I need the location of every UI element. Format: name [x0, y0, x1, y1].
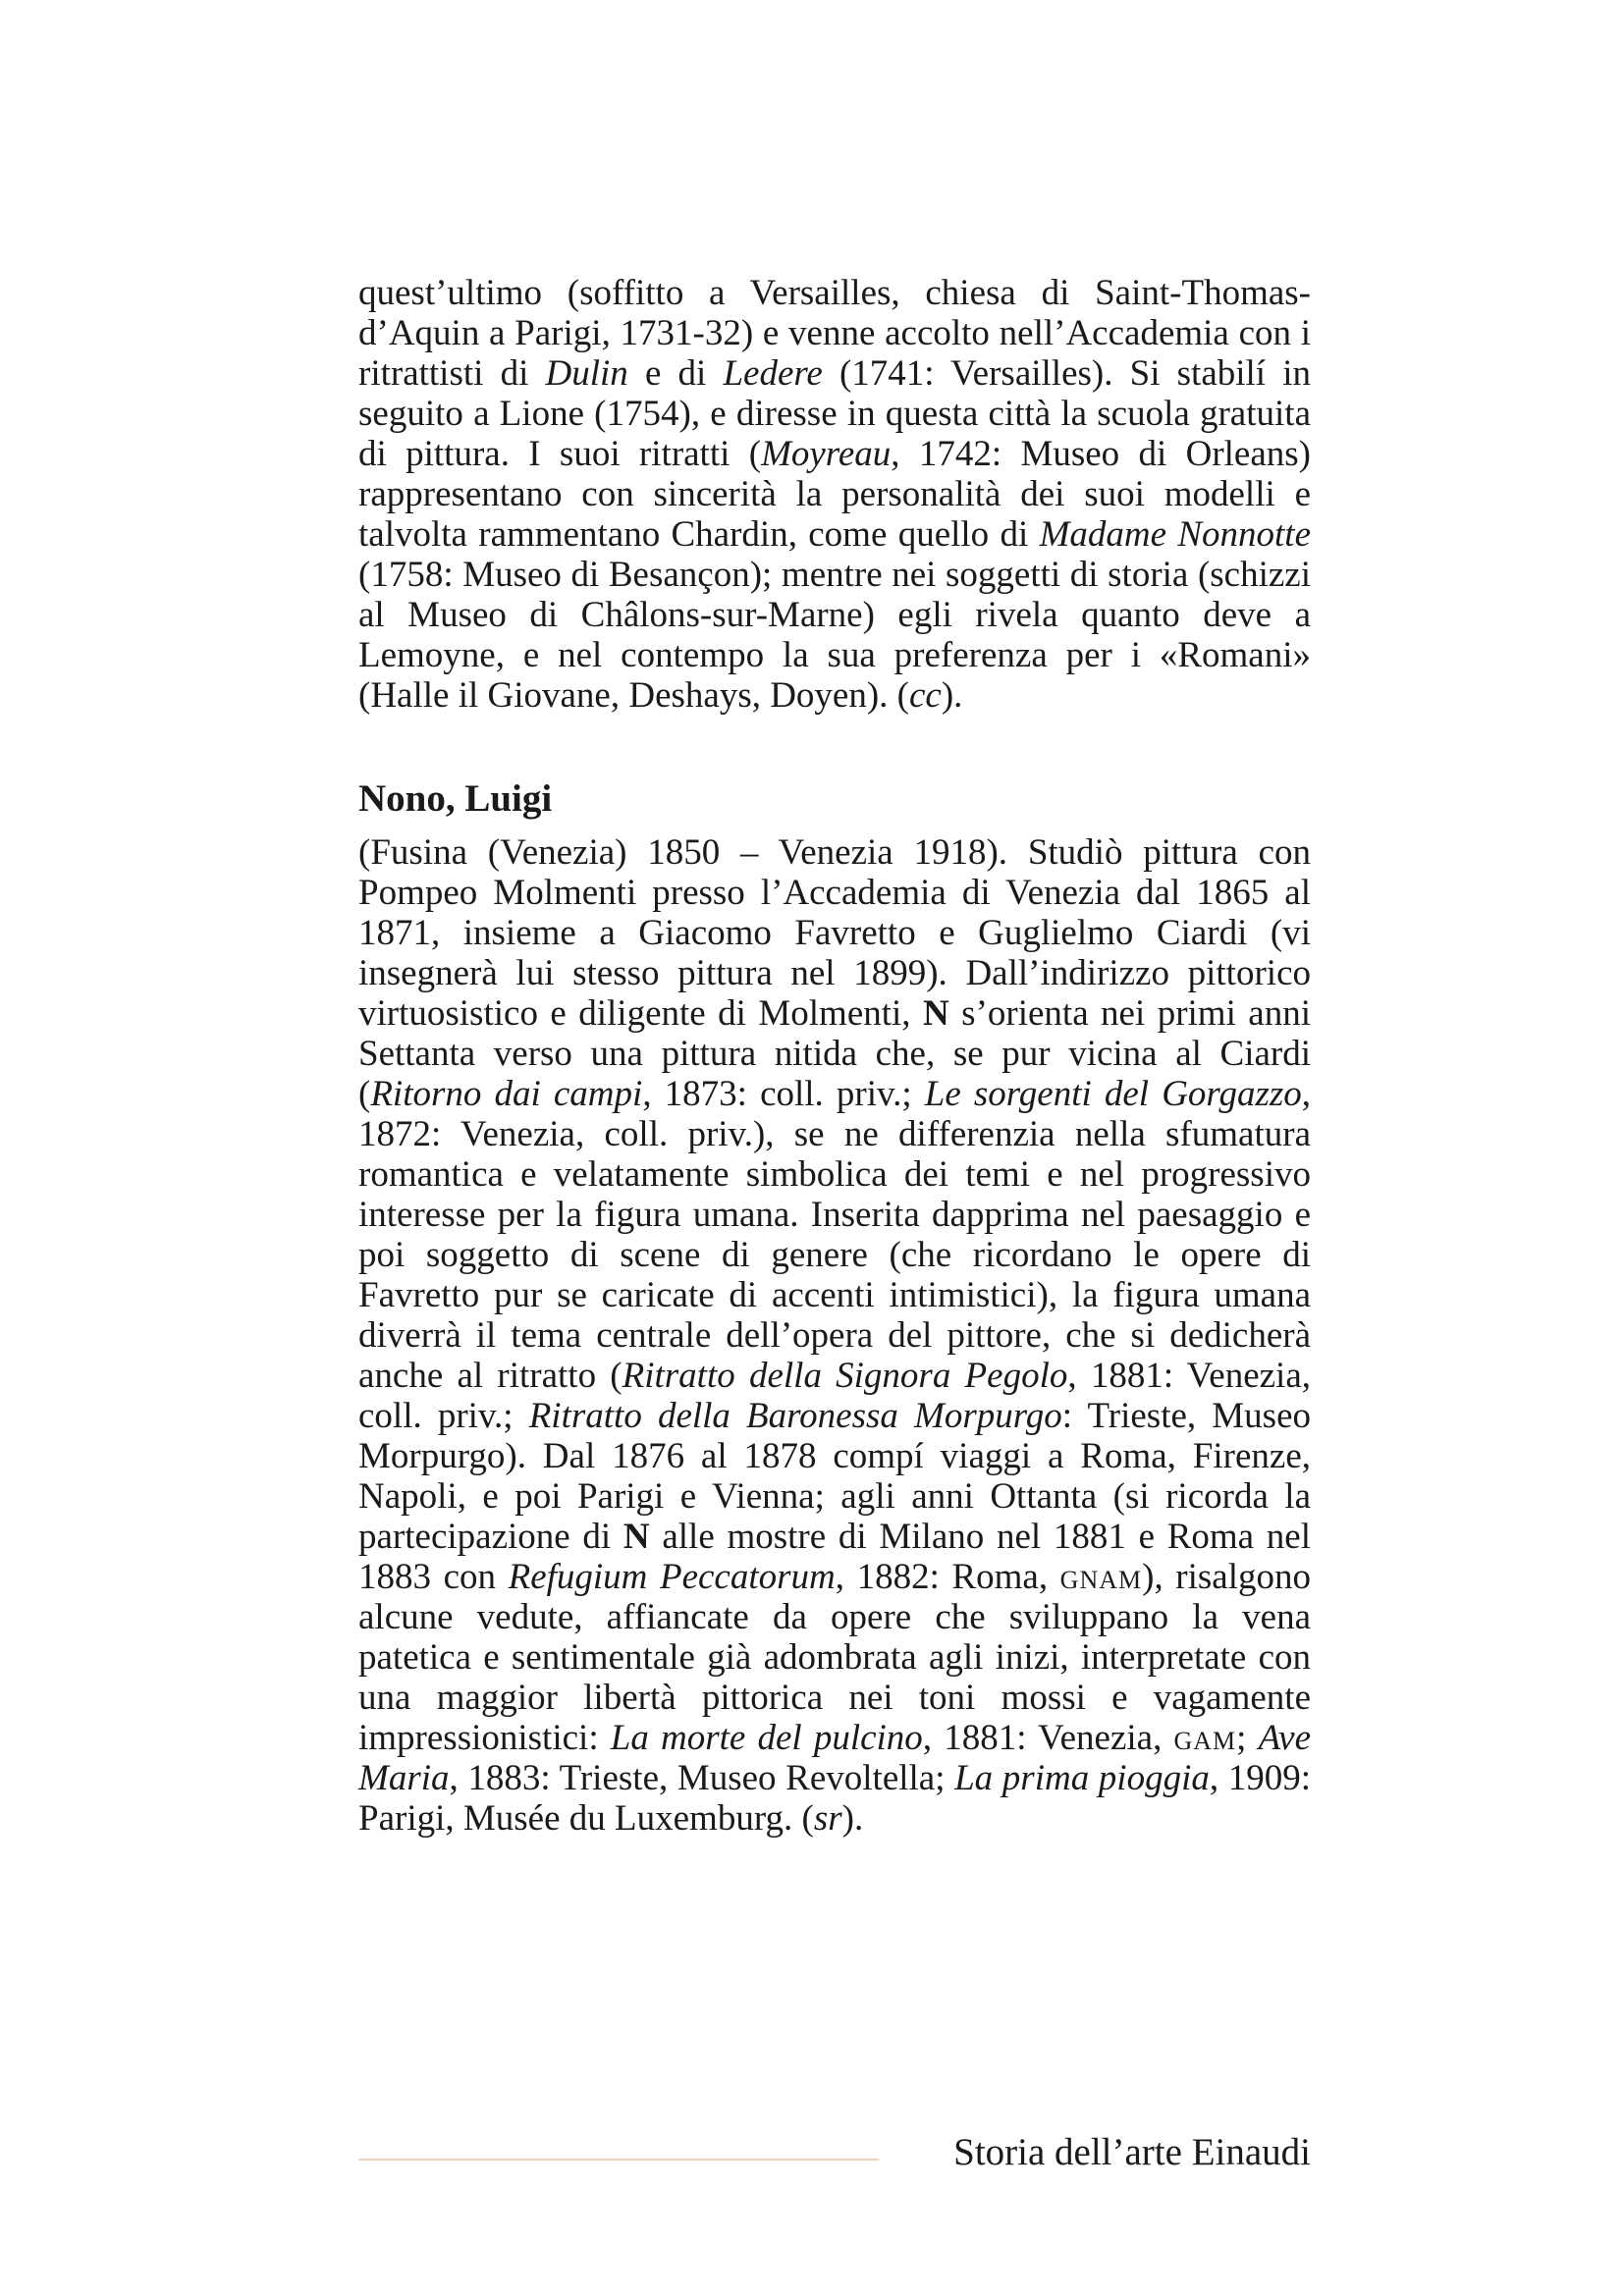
italic-span: sr: [813, 1798, 842, 1839]
text-span: alle mostre di Milano nel 1881 e Roma nel 1883 con: [358, 1517, 1311, 1597]
text-column: [358, 273, 1311, 1839]
italic-span: Refugium Peccatorum: [508, 1557, 836, 1597]
text-span: s’orienta nei primi anni Settanta verso una pittura nitida che, se pur vicina al Ciardi (: [358, 993, 1312, 1114]
text-span: : Trieste, Museo Morpurgo). Dal 1876 al 1878 compí viaggi a Roma, Firenze, Napoli, e poi Parigi e Vienna; agli anni Ottanta (si ricorda la partecipazione di: [358, 1396, 1311, 1557]
italic-span: Dulin: [545, 353, 628, 394]
italic-span: Ritratto della Signora Pegolo: [622, 1356, 1068, 1396]
text-span: ).: [941, 675, 963, 716]
italic-span: Le sorgenti del Gorgazzo: [924, 1074, 1302, 1114]
text-span: , 1873: coll. priv.;: [642, 1074, 925, 1114]
text-span: ), risalgono alcune vedute, affiancate da opere che sviluppano la vena patetica e sentimentale già adombrata agli inizi, interpretate con una maggior libertà pittorica nei toni mossi e vagamente impressionistici:: [358, 1557, 1311, 1758]
text-span: ;: [1236, 1718, 1259, 1758]
text-span: e di: [627, 353, 724, 394]
entry-heading: Nono, Luigi: [358, 777, 553, 820]
small-caps-span: gnam: [1059, 1557, 1143, 1597]
text-span: , 1883: Trieste, Museo Revoltella;: [449, 1758, 955, 1798]
text-span: , 1881: Venezia,: [922, 1718, 1174, 1758]
bold-span: N: [923, 993, 949, 1034]
italic-span: Ritratto della Baronessa Morpurgo: [528, 1396, 1062, 1436]
italic-span: La morte del pulcino: [610, 1718, 923, 1758]
text-span: , 1909: Parigi, Musée du Luxemburg. (: [358, 1758, 1311, 1839]
footer-rule: [358, 2159, 879, 2161]
italic-span: Moyreau: [761, 434, 892, 474]
text-span: (Fusina (Venezia) 1850 – Venezia 1918). Studiò pittura con Pompeo Molmenti presso l’Accademia di Venezia dal 1865 al 1871, insieme a Giacomo Favretto e Guglielmo Ciardi (vi insegnerà lui stesso pittura nel 1899). Dall’indirizzo pittorico virtuosistico e diligente di Molmenti,: [358, 832, 1311, 1034]
italic-span: La prima pioggia: [954, 1758, 1210, 1798]
entry-body-paragraph: [358, 832, 1311, 1839]
text-span: ).: [841, 1798, 864, 1839]
italic-span: Ave Maria: [358, 1718, 1311, 1798]
italic-span: Ritorno dai campi: [370, 1074, 643, 1114]
italic-span: cc: [909, 675, 942, 716]
page-footer: [358, 2128, 1311, 2177]
italic-span: Madame Nonnotte: [1039, 514, 1312, 555]
text-span: (1758: Museo di Besançon); mentre nei soggetti di storia (schizzi al Museo di Châlons-sur-Marne) egli rivela quanto deve a Lemoyne, e nel contempo la sua preferenza per i «Romani» (Halle il Giovane, Deshays, Doyen). (: [358, 555, 1311, 716]
text-span: , 1882: Roma,: [835, 1557, 1060, 1597]
entry-continuation-paragraph: [358, 273, 1311, 716]
footer-title: Storia dell’arte Einaudi: [953, 2131, 1311, 2173]
small-caps-span: gam: [1173, 1718, 1237, 1758]
text-span: , 1872: Venezia, coll. priv.), se ne differenzia nella sfumatura romantica e velatamente simbolica dei temi e nel progressivo interesse per la figura umana. Inserita dapprima nel paesaggio e poi soggetto di scene di genere (che ricordano le opere di Favretto pur se caricate di accenti intimistici), la figura umana diverrà il tema centrale dell’opera del pittore, che si dedicherà anche al ritratto (: [358, 1074, 1311, 1396]
text-span: , 1742: Museo di Orleans) rappresentano con sincerità la personalità dei suoi modelli e talvolta rammentano Chardin, come quello di: [358, 434, 1312, 555]
italic-span: Ledere: [723, 353, 823, 394]
text-span: quest’ultimo (soffitto a Versailles, chiesa di Saint-Thomas-d’Aquin a Parigi, 1731-32) e venne accolto nell’Accademia con i ritrattisti di: [358, 273, 1311, 394]
text-span: (1741: Versailles). Si stabilí in seguito a Lione (1754), e diresse in questa città la scuola gratuita di pittura. I suoi ritratti (: [358, 353, 1312, 474]
text-span: , 1881: Venezia, coll. priv.;: [358, 1356, 1311, 1436]
bold-span: N: [622, 1517, 650, 1557]
